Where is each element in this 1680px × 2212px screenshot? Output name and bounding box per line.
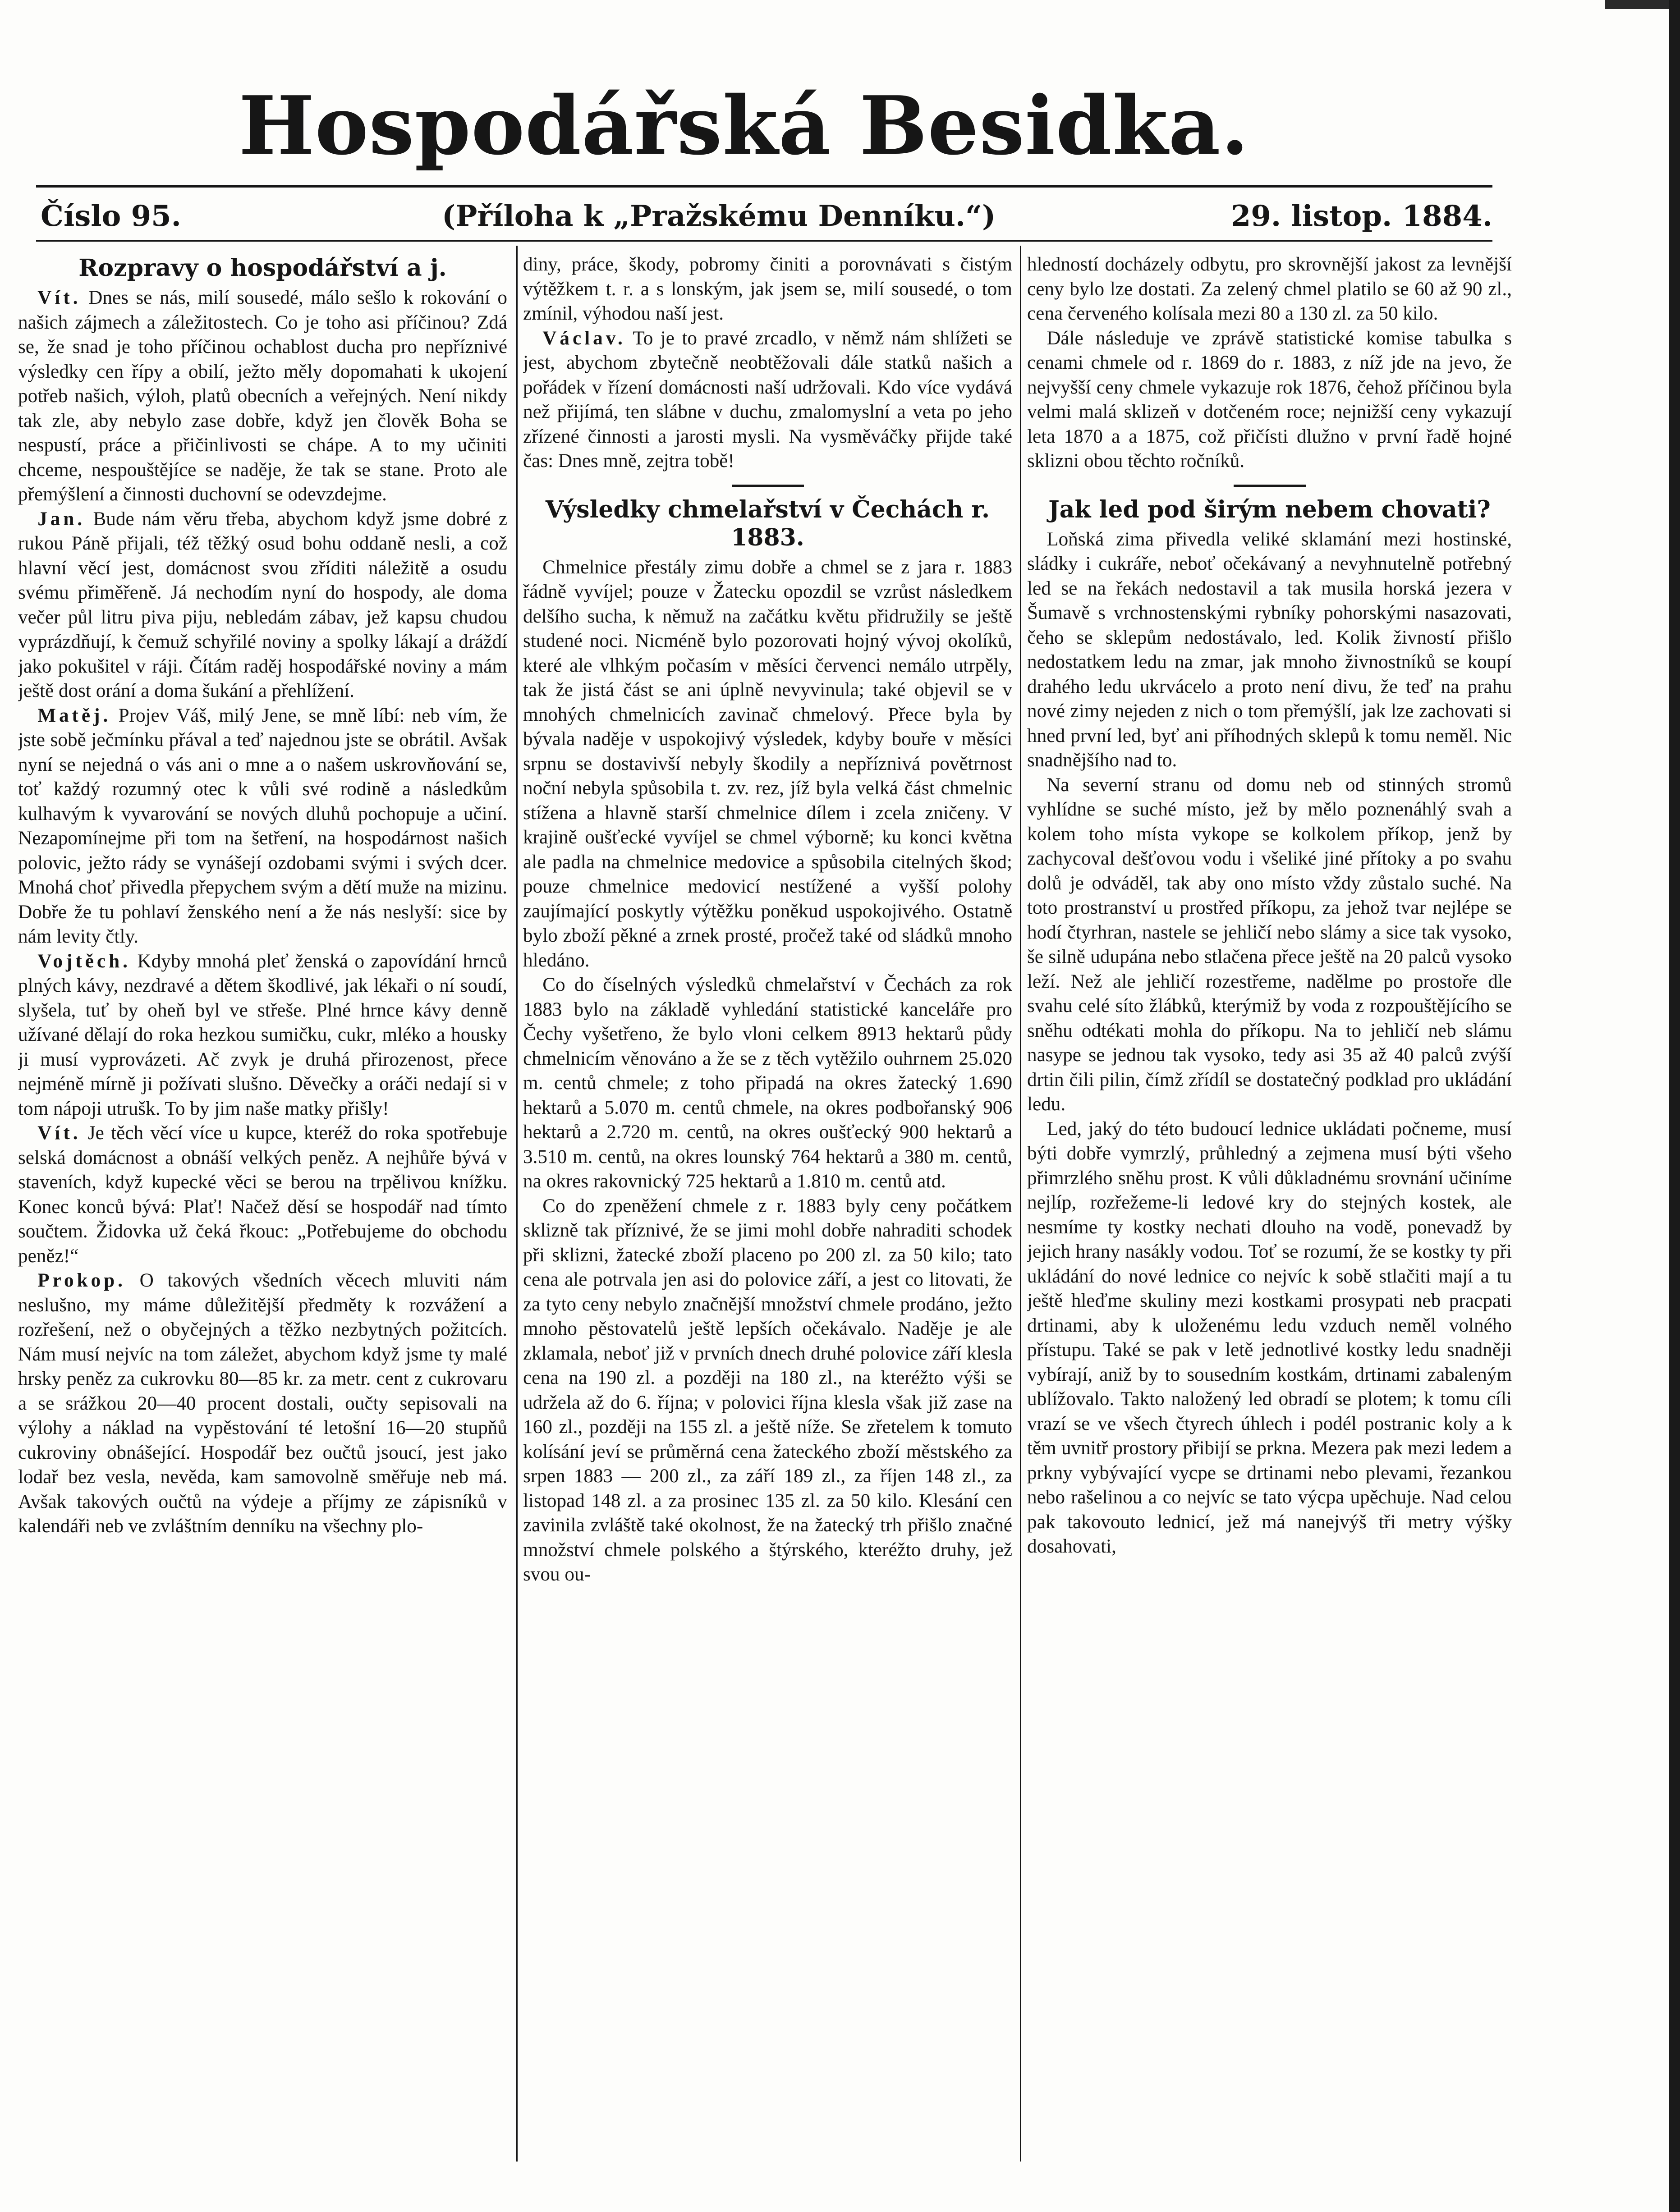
paragraph-text: Co do číselných výsledků chmelařství v Čechách za rok 1883 bylo na základě vyhledání statistické kanceláře pro Čechy vyšetřeno, že bylo vloni celkem 8913 hektarů půdy chmelnicím věnováno a že se z těch vytěžilo ouhrnem 25.020 m. centů chmele; z toho připadá na okres žatecký 1.690 hektarů a 5.070 m. centů chmele, na okres podbořanský 906 hektarů a 2.720 m. centů, na okres oušťecký 900 hektarů a 3.510 m. centů, na okres lounský 764 hektarů a 380 m. centů, na okres rakovnický 725 hektarů a 1.810 m. centů atd.	[523, 974, 1012, 1192]
header-rule-top	[36, 185, 1492, 188]
column-divider	[516, 246, 518, 2162]
dialogue-paragraph	[18, 286, 507, 507]
paragraph-text: Chmelnice přestály zimu dobře a chmel se z jara r. 1883 řádně vyvíjel; pouze v Žatecku opozdil se vzrůst následkem delšího sucha, k němuž na začátku květu přidružily se ještě studené noci. Nicméně bylo pozorovati hojný vývoj okolíků, které ale vlhkým počasím v měsíci červenci nemálo utrpěly, tak že jistá část se ani úplně nevyvinula; také objevil se v mnohých chmelnicích zavinač chmelový. Přece byla by bývala naděje v uspokojivý výsledek, kdyby bouře v měsíci srpnu se dostavivší nebyly škodily a nepříznivá povětrnost noční nebyla spůsobila t. zv. rez, jíž byla velká část chmelnic stížena a hlavně starší chmelnice dílem i zcela zničeny. V krajině oušťecké vyvíjel se chmel výborně; ku konci května ale padla na chmelnice medovice a spůsobila citelných škod; pouze chmelnice medovicí nestížené a vyšší polohy zaujímající poskytly výtěžku poněkud uspokojivého. Ostatně bylo zboží pěkné a zrnek prosté, pročež také od sládků mnoho hledáno.	[523, 556, 1012, 971]
issue-number: Číslo 95.	[41, 199, 181, 233]
paragraph-text: Projev Váš, milý Jene, se mně líbí: neb vím, že jste sobě ječmínku přával a teď najednou jste se obrátil. Avšak nyní se nejedná o vás ani o mne a o našem uskrovňování se, toť každý rozumný otec k vůli své rodině a následkům kulhavým k vyvarování se nových dluhů pochopuje a učiní. Nezapomínejme při tom na šetření, na hospodárnost našich polovic, ježto rády se vynášejí ozdobami svými i svých dcer. Mnohá choť přivedla přepychem svým a dětí muže na mizinu. Dobře že tu pohlaví ženského není a že nás neslyší: sice by nám levity čtly.	[18, 705, 507, 947]
header-rule-bottom	[36, 240, 1492, 242]
section-divider	[1234, 485, 1306, 487]
speaker-name: Matěj.	[37, 705, 111, 726]
article-heading: Jak led pod širým nebem chovati?	[1048, 495, 1491, 523]
dialogue-paragraph	[523, 326, 1012, 474]
dialogue-paragraph	[18, 1269, 507, 1539]
supplement-note: (Příloha k „Pražskému Denníku.“)	[442, 199, 996, 233]
paragraph-text: Bude nám věru třeba, abychom když jsme dobré z rukou Páně přijali, též těžký osud bohu oddaně nesli, a což hlavní věcí jest, domácnost svou zříditi náležitě a osudu svému přiměřeně. Já nechodím nyní do hospody, ale doma večer půl litru piva piju, nebledám zábav, jež kapsu chudou vyprázdňují, k čemuž schyřilé noviny a spolky lákají a dráždí jako pokušitel v ráji. Čítám raděj hospodářské noviny a mám ještě dost orání a doma šukání a přehlížení.	[18, 508, 507, 701]
paragraph-text: Led, jaký do této budoucí lednice ukládati počneme, musí býti dobře vymrzlý, průhledný a zejmena musí býti všeho přimrzlého sněhu prost. K vůli důkladnému srovnání učiníme nejlíp, rozřežeme-li ledové kry do stejných kostek, ale nesmíme ty kostky nechati dlouho na vodě, ponevadž by jejich hrany nasákly vodou. Toť se rozumí, že se kostky ty při ukládání do nové lednice co nejvíc k sobě stlačiti mají a tu ještě hleďme skuliny mezi kostkami prosypati neb pracpati drtinami, aby k uloženému ledu vzduch neměl volného přístupu. Také se pak v letě jednotlivé kostky ledu snadněji vybírají, aniž by to sousedním kostkám, drtinami zabaleným ublížovalo. Takto naložený led obradí se plotem; k tomu cíli vrazí se ve všech čtyrech úhlech i podél postranic koly a k těm uvnitř prostory přibijí se prkna. Mezera pak mezi ledem a prkny vybývající vycpe se drtinami nebo plevami, řezankou nebo rašelinou a co nejvíc se tato výcpa upěchuje. Nad celou pak takovouto lednicí, jež má nanejvýš tři metry výšky dosahovati,	[1027, 1118, 1512, 1557]
speaker-name: Vít.	[37, 1122, 81, 1144]
paragraph-text: Na severní stranu od domu neb od stinných stromů vyhlídne se suché místo, jež by mělo poznenáhlý svah a kolem toho místa vykope se kolkolem příkop, jenž by zachycoval dešťovou vodu i všeliké jiné přítoky a po svahu dolů je odváděl, tak aby ono místo vždy zůstalo suché. Na toto prostranství u prostřed příkopu, za jehož tvar nejlépe se hodí čtyrhran, nastele se jehličí nebo slámy a sice tak vysoko, še silně udupána nebo stlačena přece ještě na 20 palců vysoko leží. Než ale jehličí rozestřeme, nadělme po prostoře dle svahu celé síto žlábků, kterýmiž by voda z rozpouštějícího se sněhu odtékati mohla do příkopu. Na to jehličí neb slámu nasype se jednou tak vysoko, tedy asi 35 až 40 palců zvýší drtin čili pilin, čímž zřídíl se dostatečný podklad pro ukládání ledu.	[1027, 774, 1512, 1115]
column-3	[1027, 252, 1512, 2159]
paragraph-text: Loňská zima přivedla veliké sklamání mezi hostinské, sládky i cukráře, neboť očekávaný a nevyhnutelně potřebný led se na řekách nedostavil a tak musila horská jezera v Šumavě s vrchnostenskými rybníky pohorskými nasazovati, čeho se sklepům nedostávalo, led. Kolik živností přišlo nedostatkem ledu na zmar, jak mnoho živnostníků se koupí drahého ledu ukrvácelo a proto není divu, že teď na prahu nové zimy nejeden z nich o tom přemýšlí, jak lze zachovati si hned první led, byť ani příhodných sklepů k tomu neměl. Nic snadnějšího nad to.	[1027, 528, 1512, 771]
dialogue-paragraph	[18, 949, 507, 1122]
paragraph-text: Kdyby mnohá pleť ženská o zapovídání hrnců plných kávy, nezdravé a dětem škodlivé, jak lékaři o ní soudí, slyšela, tuť by oheň byl ve střeše. Plné hrnce kávy denně užívané dělají do roka hezkou sumičku, cukr, mléko a housky ji musí vyprovázeti. Ač zvyk je druhá přirozenost, přece nejméně mírně ji požívati slušno. Děvečky a oráči nedají si v tom nápoji utrušk. To by jim naše matky přišly!	[18, 950, 507, 1119]
paragraph-text: To je to pravé zrcadlo, v němž nám shlížeti se jest, abychom zbytečně neobtěžovali dále statků našich a pořádek v řízení domácnosti naší udržovali. Kdo více vydává než přijímá, ten slábne v duchu, zmalomyslní a veta po jeho zřízené činnosti a jarosti mysli. Na vysměváčky přijde také čas: Dnes mně, zejtra tobě!	[523, 327, 1012, 472]
paragraph-text: O takových všedních věcech mluviti nám neslušno, my máme důležitější předměty k rozvážení a rozřešení, než o obyčejných a těžko nezbytných požitcích. Nám musí nejvíc na tom záležet, abychom když jsme ty malé hrsky peněz za cukrovku 80—85 kr. za metr. cent z cukrovaru a se srážkou 20—40 procent dostali, oučty sepisovali na výlohy a náklad na vypěstování té letošní 16—20 stupňů cukroviny obnášející. Hospodář bez oučtů jsoucí, jest jako lodař bez vesla, nevěda, kam samovolně směřuje neb má. Avšak takových oučtů na výdeje a příjmy ze zápisníků v kalendáři neb ve zvláštním denníku na všechny plo-	[18, 1270, 507, 1537]
column-2	[523, 252, 1012, 2159]
speaker-name: Vít.	[37, 287, 81, 308]
speaker-name: Prokop.	[37, 1270, 126, 1291]
paragraph-text: Je těch věcí více u kupce, kteréž do roka spotřebuje selská domácnost a obnáší velkých peněz. A nejhůře bývá v staveních, když kupecké věci se berou na trpělivou knížku. Konec konců bývá: Plať! Načež děsí se hospodář nad tímto součtem. Židovka už čeká řkouc: „Potřebujeme do obchodu peněz!“	[18, 1122, 507, 1267]
paragraph-text: diny, práce, škody, pobromy činiti a porovnávati s čistým výtěžkem t. r. a s lonským, jak jsem se, milí sousedé, o tom zmínil, výhodou naší jest.	[523, 254, 1012, 324]
issue-line	[36, 198, 1492, 234]
dialogue-paragraph	[18, 507, 507, 704]
newspaper-title: Hospodářská Besidka.	[239, 78, 1249, 173]
issue-date: 29. listop. 1884.	[1230, 199, 1492, 233]
article-heading: Rozpravy o hospodářství a j.	[78, 254, 447, 282]
dialogue-paragraph	[18, 704, 507, 949]
speaker-name: Jan.	[37, 508, 86, 530]
dialogue-paragraph	[18, 1121, 507, 1269]
paragraph-text: Dále následuje ve zprávě statistické komise tabulka s cenami chmele od r. 1869 do r. 1883, z níž jde na jevo, že nejvyšší ceny chmele vykazuje rok 1876, čehož příčinou byla velmi malá sklizeň v dotčeném roce; nejnižší ceny vykazují leta 1870 a a 1875, což přičísti dlužno v první řadě hojné sklizni obou těchto ročníků.	[1027, 327, 1512, 472]
paragraph-text: hledností docházely odbytu, pro skrovnější jakost za levnější ceny bylo lze dostati. Za zelený chmel platilo se 60 až 90 zl., cena červeného kolísala mezi 80 a 130 zl. za 50 kilo.	[1027, 254, 1512, 324]
speaker-name: Václav.	[542, 327, 626, 349]
article-heading: Výsledky chmelařství v Čechách r. 1883.	[545, 495, 990, 551]
column-1	[18, 252, 507, 2159]
column-divider	[1020, 246, 1021, 2162]
section-divider	[732, 485, 804, 487]
scan-edge-right	[1669, 0, 1680, 2212]
speaker-name: Vojtěch.	[37, 950, 131, 972]
paragraph-text: Co do zpeněžení chmele z r. 1883 byly ceny počátkem sklizně tak příznivé, že se jimi mohl dobře nahraditi schodek při sklizni, žatecké zboží placeno po 200 zl. za 50 kilo; tato cena ale potrvala jen asi do polovice září, a jest co litovati, že za tyto ceny nebylo značnější množství chmele prodáno, ježto mnoho pěstovatelů ještě lepších očekávalo. Naděje je ale zklamala, neboť již v prvních dnech druhé polovice září klesla cena na 190 zl. a později na 180 zl., na kteréžto výši se udržela až do 6. října; v polovici října klesla však již zase na 160 zl., později na 155 zl. a ještě níže. Se zřetelem k tomuto kolísání jeví se průměrná cena žateckého zboží městského za srpen 1883 — 200 zl., za září 189 zl., za říjen 148 zl., za listopad 148 zl. a za prosinec 135 zl. za 50 kilo. Klesání cen zavinila zvláště také okolnost, že na žatecký trh přišlo značné množství chmele polského a štýrského, kteréžto druhy, jež svou ou-	[523, 1195, 1012, 1585]
paragraph-text: Dnes se nás, milí sousedé, málo sešlo k rokování o našich zájmech a záležitostech. Co je toho asi příčinou? Zdá se, že snad je toho příčinou ochablost ducha pro nepříznivé výsledky cen řípy a obilí, ježto měly dopomahati k ukojení potřeb našich, výloh, platů obecních a veřejných. Není nikdy tak zle, aby nebylo zase dobře, když jen člověk Boha se nespustí, práce a přičinlivosti se chápe. A to my učiniti chceme, nespouštějíce se naděje, že tak se stane. Proto ale přemýšlení a činnosti duchovní se odevzdejme.	[18, 287, 507, 505]
